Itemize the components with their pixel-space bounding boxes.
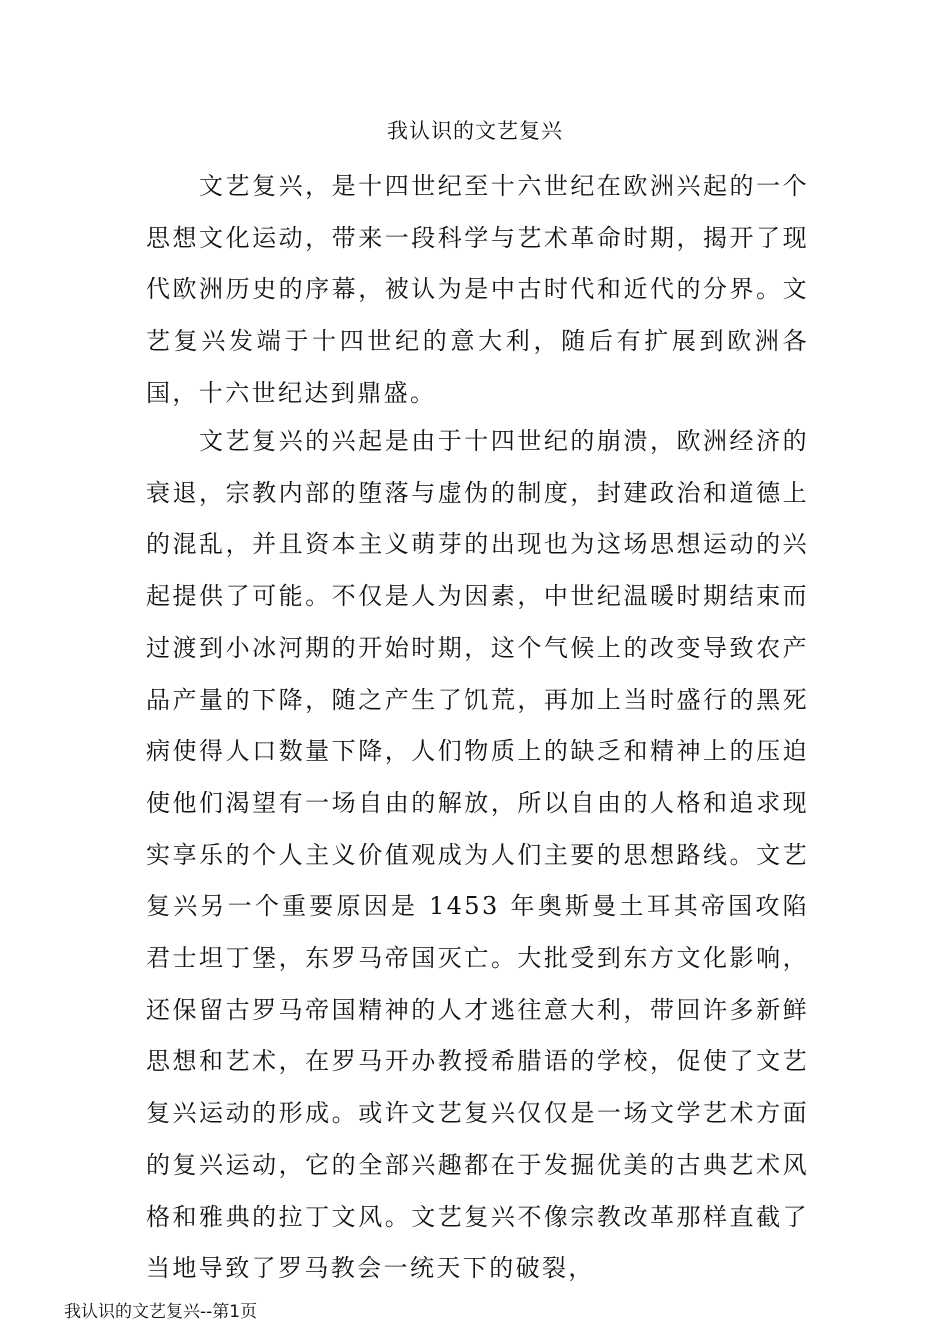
paragraph-2: 文艺复兴的兴起是由于十四世纪的崩溃，欧洲经济的衰退，宗教内部的堕落与虚伪的制度，封建政治和道德上的混乱，并且资本主义萌芽的出现也为这场思想运动的兴起提供了可能。不仅是人为因素，中世纪温暖时期结束而过渡到小冰河期的开始时期，这个气候上的改变导致农产品产量的下降，随之产生了饥荒，再加上当时盛行的黑死病使得人口数量下降，人们物质上的缺乏和精神上的压迫使他们渴望有一场自由的解放，所以自由的人格和追求现实享乐的个人主义价值观成为人们主要的思想路线。文艺复兴另一个重要原因是 1453 年奥斯曼土耳其帝国攻陷君士坦丁堡，东罗马帝国灭亡。大批受到东方文化影响，还保留古罗马帝国精神的人才逃往意大利，带回许多新鲜思想和艺术，在罗马开办教授希腊语的学校，促使了文艺复兴运动的形成。或许文艺复兴仅仅是一场文学艺术方面的复兴运动，它的全部兴趣都在于发掘优美的古典艺术风格和雅典的拉丁文风。文艺复兴不像宗教改革那样直截了当地导致了罗马教会一统天下的破裂， <box>146 427 809 1283</box>
page-footer: 我认识的文艺复兴--第1页 <box>64 1302 258 1322</box>
paragraph-1: 文艺复兴，是十四世纪至十六世纪在欧洲兴起的一个思想文化运动，带来一段科学与艺术革命时期，揭开了现代欧洲历史的序幕，被认为是中古时代和近代的分界。文艺复兴发端于十四世纪的意大利，随后有扩展到欧洲各国，十六世纪达到鼎盛。 <box>146 172 809 407</box>
document-title: 我认识的文艺复兴 <box>387 119 563 143</box>
